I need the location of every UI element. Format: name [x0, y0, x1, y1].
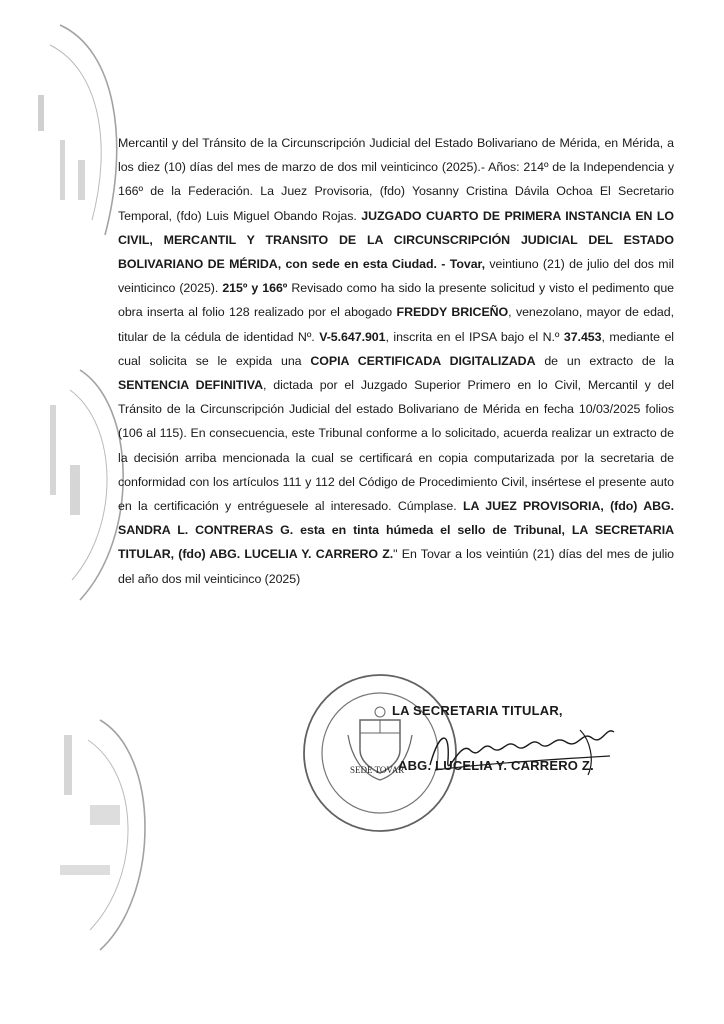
text-run: , dictada por el Juzgado Superior Primero en lo Civil, Mercantil y del Tránsito de la Circunscripción Judicial del estado Bolivariano de Mérida en fecha 10/03/2025 folios (106 al 115). En consecuencia, este Tribunal conforme a lo solicitado, acuerda realizar un extracto de la decisión arriba mencionada la cual se certificará en copia computarizada por la secretaria de conformidad con los artículos 111 y 112 del Código de Procedimiento Civil, insértese el presente auto en la certificación y entréguesele al interesado. Cúmplase.: [118, 378, 674, 514]
bold-text-run: 37.453: [563, 329, 602, 344]
text-run: veintiuno (21) de julio del dos mil veinticinco (2025).: [118, 257, 674, 296]
text-run: " En Tovar a los veintiún (21) días del mes de julio del año dos mil veinticinco (2025): [118, 547, 674, 586]
text-run: , inscrita en el IPSA bajo el N.º: [385, 329, 564, 344]
body-paragraph: [118, 131, 674, 591]
bold-text-run: V-5.647.901: [319, 329, 386, 344]
document-body: [118, 131, 674, 591]
bold-text-run: JUZGADO CUARTO DE PRIMERA INSTANCIA EN LO CIVIL, MERCANTIL Y TRANSITO DE LA CIRCUNSCRIPCIÓN JUDICIAL DEL ESTADO BOLIVARIANO DE MÉRIDA, con sede en esta Ciudad. - Tovar,: [118, 208, 674, 272]
text-run: de un extracto de la: [535, 353, 674, 368]
bold-text-run: 215º y 166º: [222, 281, 288, 296]
bold-text-run: SENTENCIA DEFINITIVA: [118, 378, 263, 393]
text-run: Mercantil y del Tránsito de la Circunscripción Judicial del Estado Bolivariano de Mérida, en Mérida, a los diez (10) días del mes de marzo de dos mil veinticinco (2025).- Años: 214º de la Independencia y 166º de la Federación. La Juez Provisoria, (fdo) Yosanny Cristina Dávila Ochoa El Secretario Temporal, (fdo) Luis Miguel Obando Rojas.: [118, 136, 674, 223]
bold-text-run: FREDDY BRICEÑO: [396, 305, 509, 320]
text-run: , venezolano, mayor de edad, titular de la cédula de identidad Nº.: [118, 305, 675, 344]
text-run: , mediante el cual solicita se le expida una: [118, 329, 674, 368]
text-run: Revisado como ha sido la presente solicitud y visto el pedimento que obra inserta al folio 128 realizado por el abogado: [118, 281, 675, 320]
left-seal-middle: [40, 365, 130, 605]
handwritten-signature: [420, 720, 620, 790]
left-seal-top: [20, 20, 130, 260]
left-seal-bottom: [50, 715, 160, 955]
signature-block: [300, 665, 640, 845]
stamp-sede-text: SEDE TOVAR: [350, 765, 405, 775]
bold-text-run: LA JUEZ PROVISORIA, (fdo) ABG. SANDRA L. CONTRERAS G. esta en tinta húmeda el sello de Tribunal, LA SECRETARIA TITULAR, (fdo) ABG. LUCELIA Y. CARRERO Z.: [118, 499, 674, 562]
signature-title: LA SECRETARIA TITULAR,: [392, 703, 563, 718]
signature-name: ABG. LUCELIA Y. CARRERO Z.: [398, 758, 594, 773]
bold-text-run: COPIA CERTIFICADA DIGITALIZADA: [310, 353, 536, 368]
